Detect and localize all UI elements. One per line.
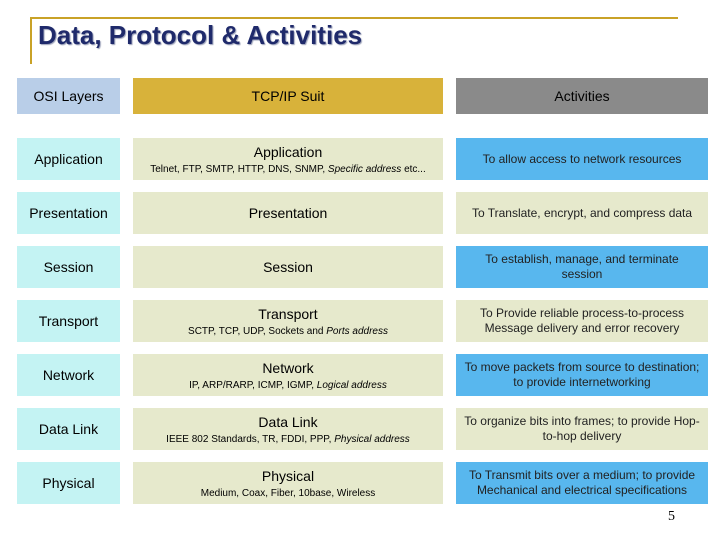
tcp-layer-transport xyxy=(133,300,443,342)
osi-layer-label: Session xyxy=(43,259,94,275)
protocol-list: IP, ARP/RARP, ICMP, IGMP, xyxy=(189,379,315,391)
protocol-address-type: Logical address xyxy=(316,379,387,391)
tcp-protocols xyxy=(188,326,388,337)
protocol-list: Telnet, FTP, SMTP, HTTP, DNS, SNMP, xyxy=(150,163,326,175)
tcp-layer-name: Presentation xyxy=(248,205,328,221)
activity-text: To organize bits into frames; to provide Hop-to-hop delivery xyxy=(464,414,700,443)
protocol-address-type: Ports address xyxy=(326,325,388,337)
header-tcp-label: TCP/IP Suit xyxy=(251,88,325,104)
activity-text: To Provide reliable process-to-process Message delivery and error recovery xyxy=(479,306,685,335)
osi-layer-presentation xyxy=(17,192,120,234)
osi-layer-label: Data Link xyxy=(38,421,99,437)
osi-layer-transport xyxy=(17,300,120,342)
osi-layer-session xyxy=(17,246,120,288)
slide-title: Data, Protocol & Activities xyxy=(38,20,363,50)
activity-text: To Translate, encrypt, and compress data xyxy=(471,205,693,220)
activity-text: To move packets from source to destination; to provide internetworking xyxy=(464,360,700,389)
tcp-layer-name: Network xyxy=(262,359,314,376)
osi-layer-network xyxy=(17,354,120,396)
osi-layer-label: Presentation xyxy=(29,205,108,221)
activity-session xyxy=(456,246,708,288)
tcp-layer-presentation xyxy=(133,192,443,234)
tcp-layer-network xyxy=(133,354,443,396)
title-frame-left xyxy=(30,17,32,64)
tcp-layer-name: Transport xyxy=(258,305,318,322)
osi-layer-application xyxy=(17,138,120,180)
header-tcpip-suit xyxy=(133,78,443,114)
activity-network xyxy=(456,354,708,396)
tcp-protocols xyxy=(201,488,376,499)
osi-layer-label: Physical xyxy=(42,475,95,491)
tcp-layer-name: Physical xyxy=(261,467,315,484)
tcp-layer-name: Application xyxy=(253,143,323,160)
tcp-layer-name: Data Link xyxy=(258,413,318,430)
protocol-address-type: Specific address xyxy=(327,163,402,175)
activity-data-link xyxy=(456,408,708,450)
header-activities xyxy=(456,78,708,114)
protocol-list: etc... xyxy=(404,163,426,175)
header-osi-layers xyxy=(17,78,120,114)
tcp-protocols xyxy=(166,434,410,445)
activity-text: To establish, manage, and terminate session xyxy=(485,252,679,281)
protocol-list: IEEE 802 Standards, TR, FDDI, PPP, xyxy=(166,433,332,445)
tcp-layer-application xyxy=(133,138,443,180)
protocol-list: SCTP, TCP, UDP, Sockets and xyxy=(188,325,324,337)
header-osi-label: OSI Layers xyxy=(33,88,104,104)
activity-presentation xyxy=(456,192,708,234)
title-frame-top xyxy=(30,17,678,19)
osi-layer-data-link xyxy=(17,408,120,450)
osi-layer-physical xyxy=(17,462,120,504)
tcp-layer-data-link xyxy=(133,408,443,450)
osi-layer-label: Application xyxy=(34,151,103,167)
page-number: 5 xyxy=(668,509,675,524)
activity-transport xyxy=(456,300,708,342)
tcp-layer-session xyxy=(133,246,443,288)
activity-text: To allow access to network resources xyxy=(482,151,682,166)
protocol-address-type: Physical address xyxy=(334,433,410,445)
tcp-layer-physical xyxy=(133,462,443,504)
osi-layer-label: Network xyxy=(42,367,95,383)
activity-text: To Transmit bits over a medium; to provide Mechanical and electrical specifications xyxy=(468,468,696,497)
tcp-layer-name: Session xyxy=(263,259,313,275)
osi-layer-label: Transport xyxy=(38,313,99,329)
activity-physical xyxy=(456,462,708,504)
activity-application xyxy=(456,138,708,180)
protocol-list: Medium, Coax, Fiber, 10base, Wireless xyxy=(200,487,376,499)
header-act-label: Activities xyxy=(554,87,610,104)
tcp-protocols xyxy=(150,164,426,175)
tcp-protocols xyxy=(189,380,387,391)
